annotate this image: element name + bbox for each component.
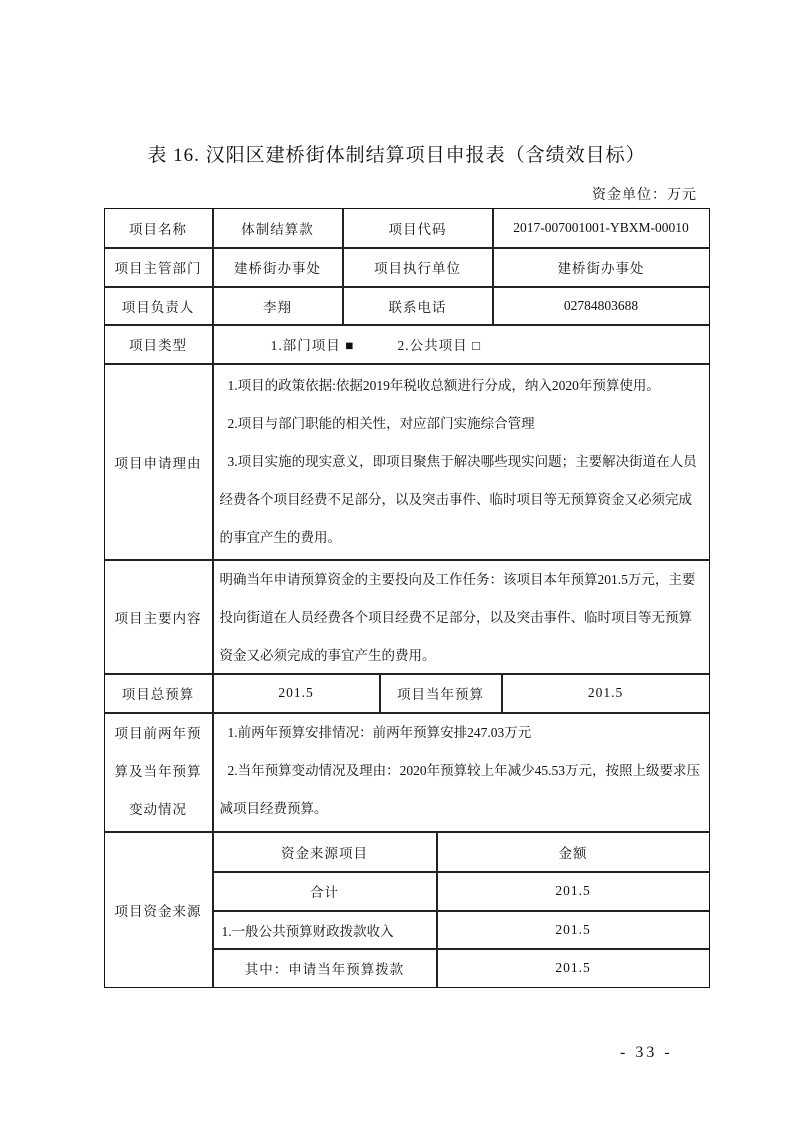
label-dept: 项目主管部门 <box>104 248 213 287</box>
change-1: 1.前两年预算安排情况：前两年预算安排247.03万元 <box>227 724 532 740</box>
value-year: 201.5 <box>502 674 710 713</box>
page-number: - 33 - <box>620 1044 673 1061</box>
value-content: 明确当年申请预算资金的主要投向及工作任务：该项目本年预算201.5万元，主要投向街道在人员经费各个项目经费不足部分，以及突击事件、临时项目等无预算资金又必须完成的事宜产生的费用。 <box>213 560 710 674</box>
label-change: 项目前两年预算及当年预算变动情况 <box>104 713 213 832</box>
value-type <box>213 325 710 364</box>
value-leader: 李翔 <box>213 287 343 325</box>
value-name: 体制结算款 <box>213 208 343 248</box>
label-year: 项目当年预算 <box>380 674 502 713</box>
fund-row-amount: 201.5 <box>437 872 710 911</box>
value-change <box>213 713 710 832</box>
label-type: 项目类型 <box>104 325 213 364</box>
value-dept: 建桥街办事处 <box>213 248 343 287</box>
value-phone: 02784803688 <box>493 287 710 325</box>
reason-3: 3.项目实施的现实意义，即项目聚焦于解决哪些现实问题；主要解决街道在人员经费各个项目经费不足部分，以及突击事件、临时项目等无预算资金又必须完成的事宜产生的费用。 <box>219 453 697 545</box>
fund-row-amount: 201.5 <box>437 949 710 988</box>
label-leader: 项目负责人 <box>104 287 213 325</box>
label-code: 项目代码 <box>343 208 493 248</box>
value-exec: 建桥街办事处 <box>493 248 710 287</box>
change-2: 2.当年预算变动情况及理由：2020年预算较上年减少45.53万元，按照上级要求压减项目经费预算。 <box>219 762 700 816</box>
fund-header-amount: 金额 <box>437 832 710 872</box>
fund-row-source: 其中：申请当年预算拨款 <box>213 949 437 988</box>
label-reason: 项目申请理由 <box>104 364 213 560</box>
label-name: 项目名称 <box>104 208 213 248</box>
type-option-dept: 1.部门项目 ■ <box>270 338 355 353</box>
value-total: 201.5 <box>213 674 380 713</box>
label-fund: 项目资金来源 <box>104 832 213 988</box>
page-title: 表 16. 汉阳区建桥街体制结算项目申报表（含绩效目标） <box>147 145 646 166</box>
value-code: 2017-007001001-YBXM-00010 <box>493 208 710 248</box>
label-content: 项目主要内容 <box>104 560 213 674</box>
reason-1: 1.项目的政策依据:依据2019年税收总额进行分成，纳入2020年预算使用。 <box>227 377 660 393</box>
fund-row-source: 合计 <box>213 872 437 911</box>
label-phone: 联系电话 <box>343 287 493 325</box>
fund-header-source: 资金来源项目 <box>213 832 437 872</box>
fund-row-source: 1.一般公共预算财政拨款收入 <box>213 911 437 949</box>
label-exec: 项目执行单位 <box>343 248 493 287</box>
fund-row-amount: 201.5 <box>437 911 710 949</box>
unit-note: 资金单位：万元 <box>592 188 697 203</box>
label-total: 项目总预算 <box>104 674 213 713</box>
value-reason <box>213 364 710 560</box>
type-option-public: 2.公共项目 □ <box>397 338 482 353</box>
reason-2: 2.项目与部门职能的相关性，对应部门实施综合管理 <box>227 415 535 431</box>
